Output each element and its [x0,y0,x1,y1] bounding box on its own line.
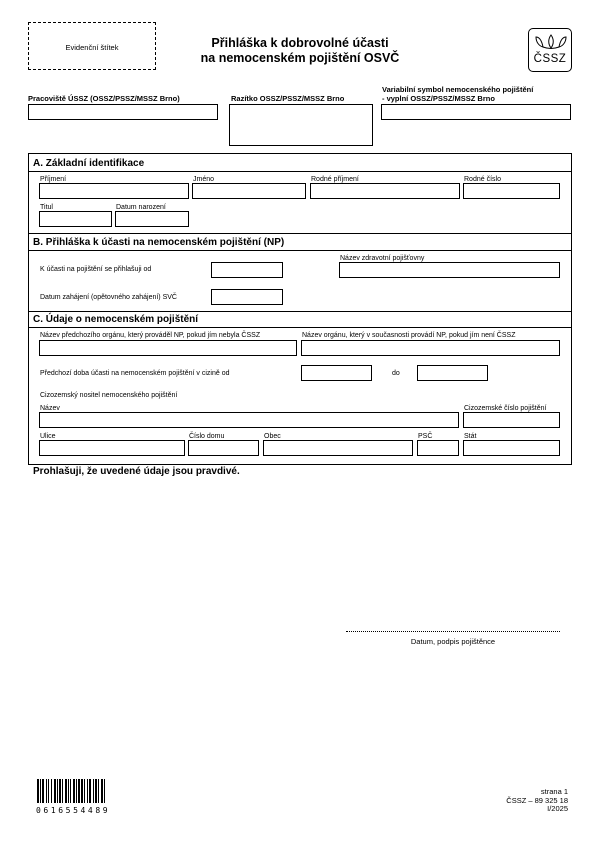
participation-from-label: K účasti na pojištění se přihlašuji od [40,266,152,273]
birth-surname-label: Rodné příjmení [311,176,359,183]
footer-info [460,788,568,814]
signature-caption: Datum, podpis pojištěnce [410,637,496,646]
barcode-bar [89,779,91,803]
variable-symbol-label-1: Variabilní symbol nemocenského pojištění [382,85,534,94]
barcode [37,779,125,803]
page-number: strana 1 [540,787,568,796]
barcode-bar [104,779,105,803]
country-label: Stát [464,433,477,440]
foreign-number-field[interactable] [463,412,560,428]
foreign-period-label: Předchozí doba účasti na nemocenském pojištění v cizině od [40,370,230,377]
form-version: I/2025 [547,804,568,813]
barcode-bar [98,779,99,803]
variable-symbol-field[interactable] [381,104,571,120]
barcode-bar [78,779,80,803]
birth-number-field[interactable] [463,183,560,199]
section-b-title: B. Přihláška k účasti na nemocenském pojištění (NP) [33,237,285,248]
leaf-emblem-icon [533,34,569,50]
declaration-text: Prohlašuji, že uvedené údaje jsou pravdivé. [33,466,240,477]
barcode-bar [51,779,52,803]
street-label: Ulice [40,433,56,440]
foreign-carrier-label: Cizozemský nositel nemocenského pojištění [40,392,178,399]
surname-label: Příjmení [40,176,67,183]
barcode-bar [84,779,85,803]
barcode-bar [37,779,39,803]
house-number-label: Číslo domu [189,433,225,440]
form-code: ČSSZ – 89 325 18 [506,795,568,805]
zip-field[interactable] [417,440,459,456]
title-line-2: na nemocenském pojištění OSVČ [200,51,400,65]
degree-label: Titul [40,204,53,211]
barcode-bar [57,779,58,803]
insurer-name-label: Název zdravotní pojišťovny [340,255,425,262]
barcode-bar [81,779,83,803]
barcode-bar [65,779,67,803]
variable-symbol-label-2: - vyplní OSSZ/PSSZ/MSSZ Brno [382,94,495,103]
activity-start-label: Datum zahájení (opětovného zahájení) SVČ [40,294,177,301]
prev-org-label: Název předchozího orgánu, který prováděl NP, pokud jím nebyla ČSSZ [40,332,261,339]
foreign-period-from-field[interactable] [301,365,372,381]
degree-field[interactable] [39,211,112,227]
barcode-bar [42,779,44,803]
barcode-bar [62,779,63,803]
foreign-period-to-label: do [392,370,400,377]
surname-field[interactable] [39,183,189,199]
prev-org-field[interactable] [39,340,297,356]
section-a-title: A. Základní identifikace [33,158,145,169]
stamp-box[interactable] [229,104,373,146]
country-field[interactable] [463,440,560,456]
birth-number-label: Rodné číslo [464,176,501,183]
name-label: Jméno [193,176,215,183]
barcode-bar [68,779,69,803]
divider [28,311,572,312]
carrier-name-label: Název [40,405,60,412]
barcode-bar [40,779,41,803]
section-c-title: C. Údaje o nemocenském pojištění [33,314,199,325]
birth-surname-field[interactable] [310,183,460,199]
divider [28,233,572,234]
barcode-bar [93,779,94,803]
house-number-field[interactable] [188,440,259,456]
workplace-label: Pracoviště ÚSSZ (OSSZ/PSSZ/MSSZ Brno) [28,94,180,103]
curr-org-label: Název orgánu, který v současnosti provádí NP, pokud jím není ČSSZ [302,332,516,339]
barcode-bar [87,779,88,803]
logo-text: ČSSZ [533,53,567,65]
divider [28,250,572,251]
barcode-bar [101,779,103,803]
curr-org-field[interactable] [301,340,560,356]
form-title [180,36,420,66]
barcode-bar [59,779,61,803]
foreign-period-to-field[interactable] [417,365,488,381]
workplace-field[interactable] [28,104,218,120]
cssz-logo [528,28,572,72]
birth-date-label: Datum narození [116,204,166,211]
insurer-name-field[interactable] [339,262,560,278]
barcode-bar [48,779,49,803]
divider [28,171,572,172]
sticker-label: Evidenční štítek [65,43,119,52]
sticker-box [28,22,156,70]
barcode-bar [46,779,47,803]
barcode-bar [95,779,97,803]
barcode-bar [54,779,56,803]
city-field[interactable] [263,440,413,456]
birth-date-field[interactable] [115,211,189,227]
stamp-label: Razítko OSSZ/PSSZ/MSSZ Brno [231,94,345,103]
signature-line[interactable] [346,631,560,632]
foreign-number-label: Cizozemské číslo pojištění [464,405,547,412]
title-line-1: Přihláška k dobrovolné účasti [211,36,389,50]
activity-start-field[interactable] [211,289,283,305]
barcode-bar [70,779,71,803]
city-label: Obec [264,433,281,440]
barcode-bar [76,779,77,803]
zip-label: PSČ [418,433,433,440]
barcode-bar [73,779,75,803]
street-field[interactable] [39,440,185,456]
name-field[interactable] [192,183,306,199]
participation-from-field[interactable] [211,262,283,278]
barcode-number: 0616554489 [36,806,111,815]
divider [28,327,572,328]
carrier-name-field[interactable] [39,412,459,428]
